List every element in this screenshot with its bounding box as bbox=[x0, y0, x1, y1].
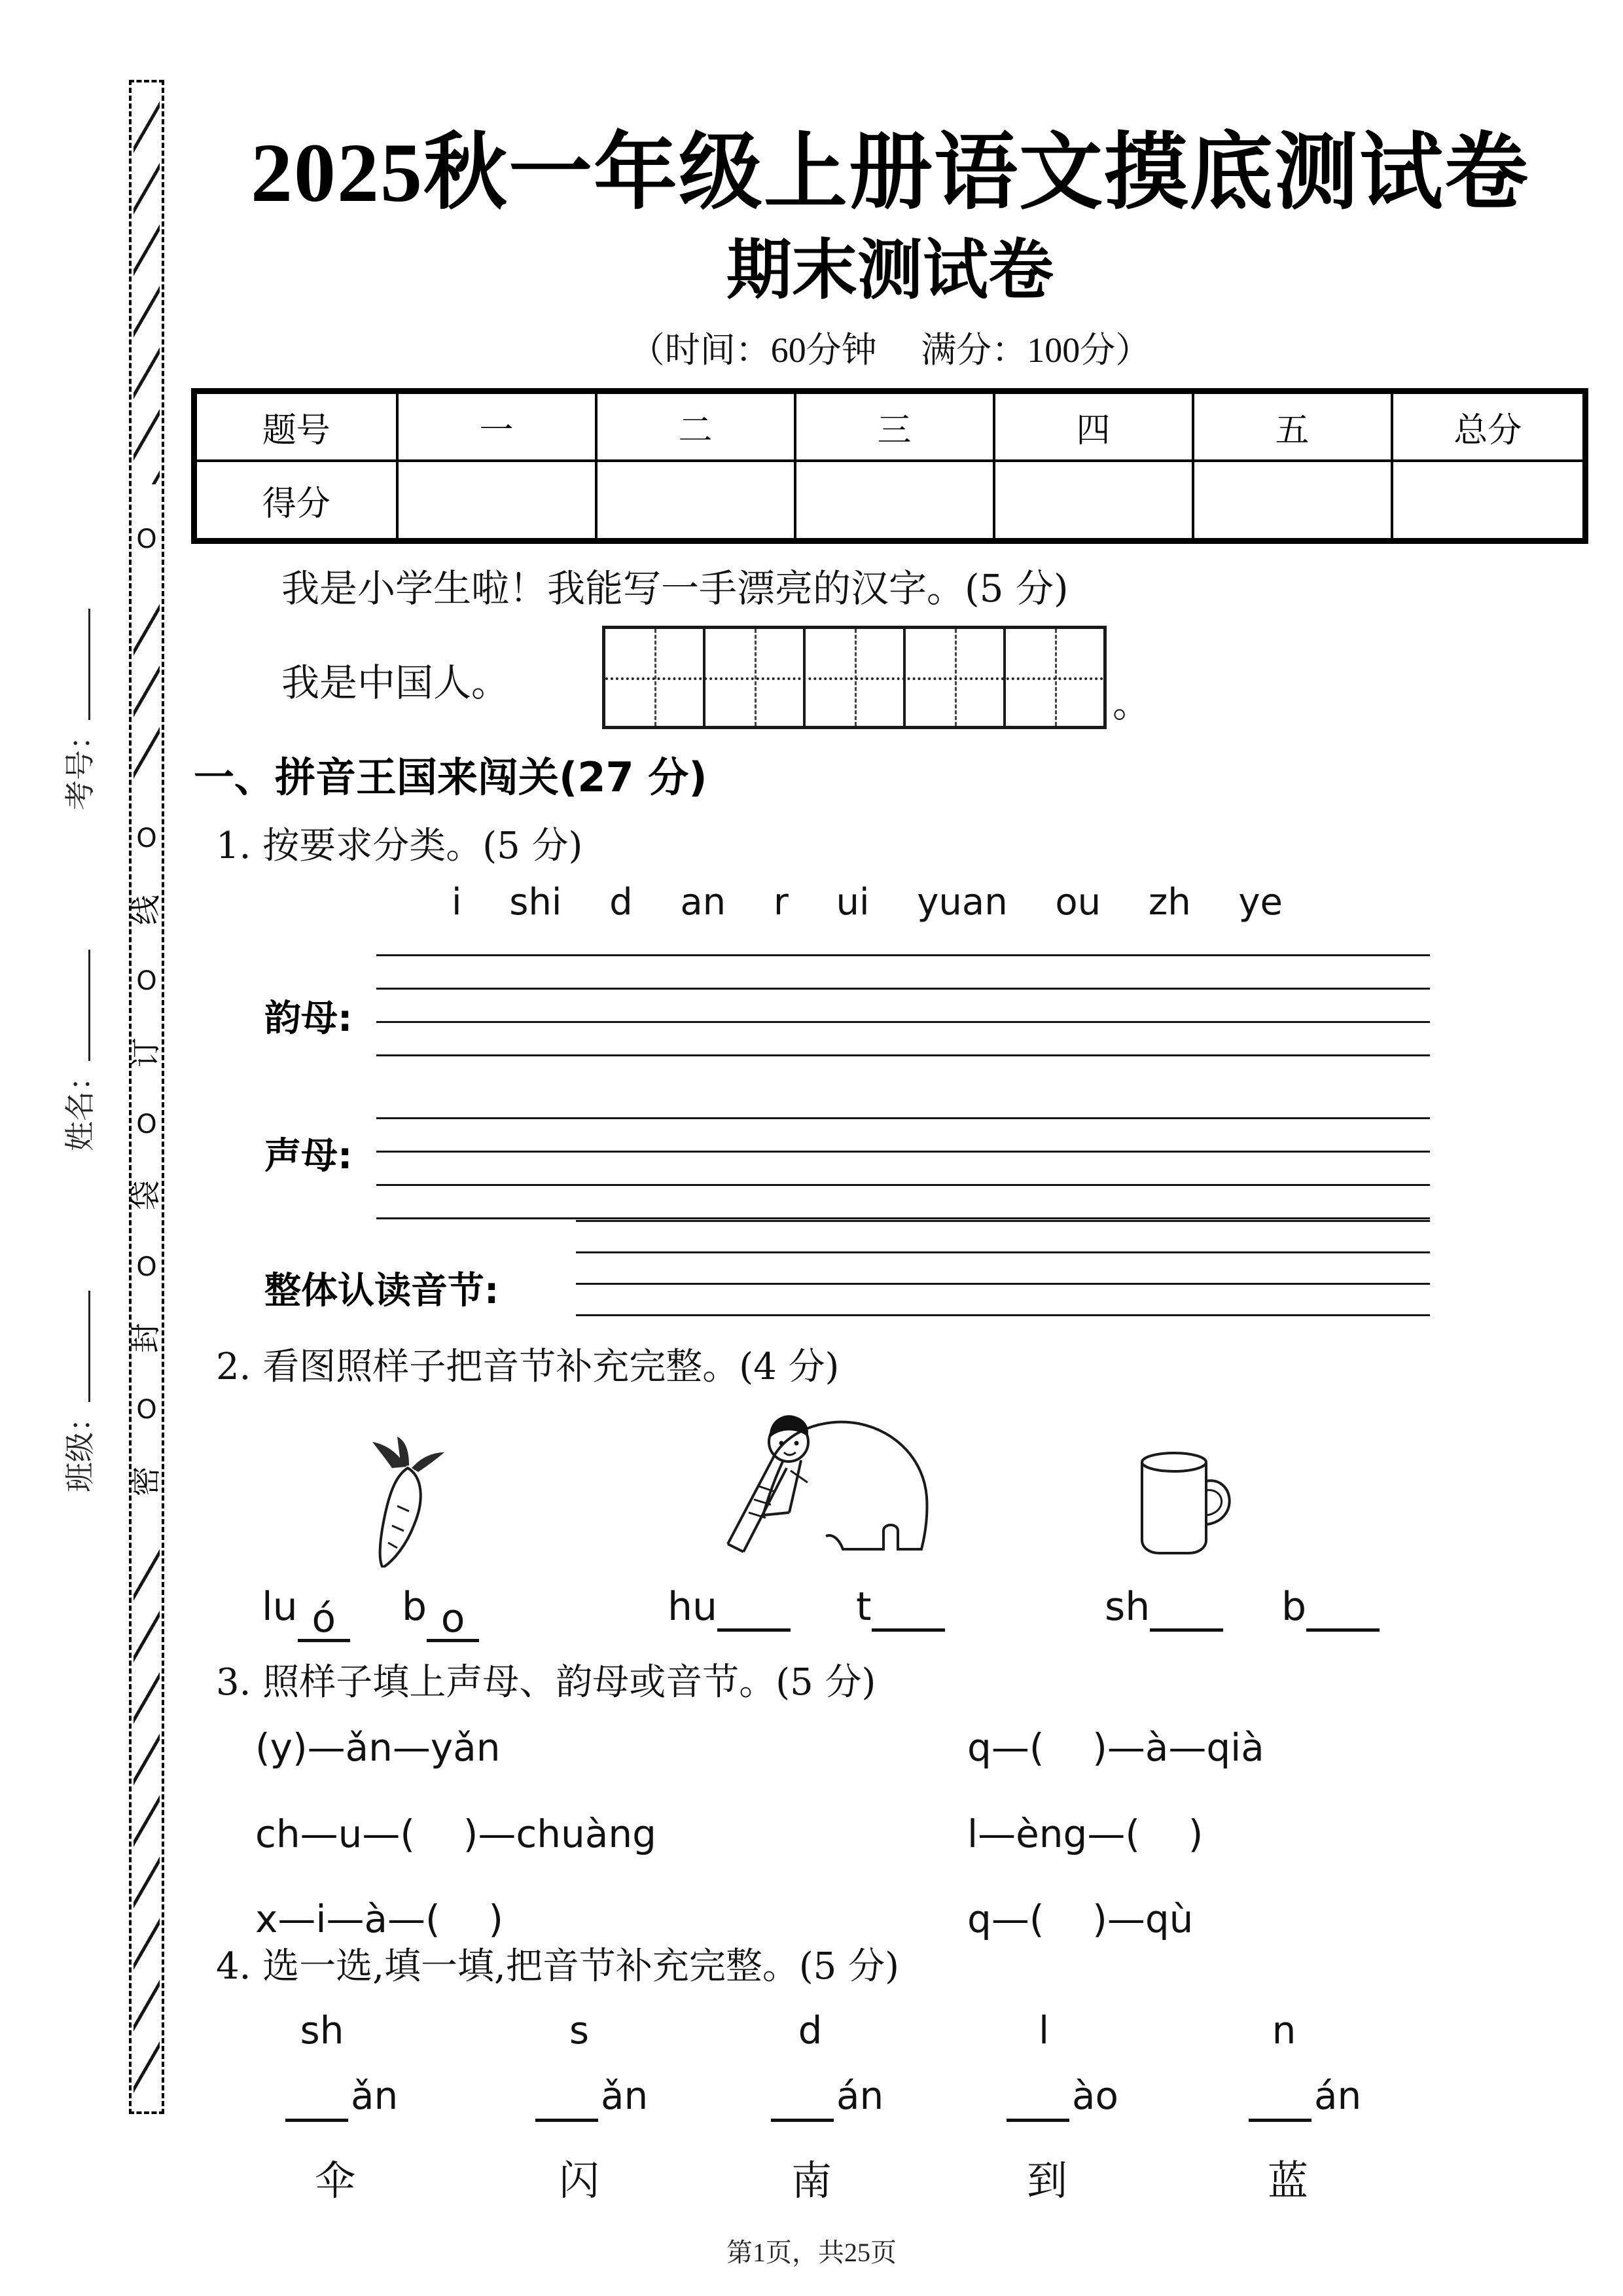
writing-line bbox=[376, 954, 1430, 956]
hatch-marks bbox=[134, 1539, 160, 2102]
letter-item: ui bbox=[836, 881, 870, 924]
syllable-item bbox=[402, 1584, 479, 1642]
seal-char-bag: 袋 bbox=[129, 1180, 163, 1211]
option-item: d bbox=[798, 2008, 823, 2053]
section-1-heading: 一、拼音王国来闯关(27 分) bbox=[194, 753, 707, 801]
class-field-label: 班级： bbox=[63, 1402, 97, 1492]
intro-sentence: 我是中国人。 bbox=[281, 660, 510, 705]
answer-blank bbox=[1249, 2079, 1311, 2122]
header-cell-2: 二 bbox=[596, 391, 795, 461]
letter-item: ye bbox=[1238, 881, 1283, 924]
syllable-fill: o bbox=[427, 1596, 479, 1642]
writing-line bbox=[376, 1151, 1430, 1153]
answer-blank bbox=[535, 2079, 598, 2122]
seal-char-staple: 订 bbox=[129, 1037, 163, 1068]
grid-cell bbox=[1006, 629, 1103, 726]
answer-blank bbox=[1007, 2079, 1069, 2122]
syllable-given: b bbox=[1281, 1584, 1307, 1630]
score-label-cell: 得分 bbox=[194, 461, 397, 541]
cup-illustration bbox=[1122, 1443, 1253, 1560]
seal-char-secret: 密 bbox=[129, 1465, 163, 1496]
score-table-score-row bbox=[194, 461, 1586, 541]
q3-item: ch—u—( )—chuàng bbox=[255, 1812, 656, 1856]
letter-item: ou bbox=[1055, 881, 1101, 924]
sentence-period: 。 bbox=[1113, 681, 1151, 726]
grid-cell bbox=[605, 629, 705, 726]
letter-item: yuan bbox=[917, 881, 1008, 924]
score-table-header-row bbox=[194, 391, 1586, 461]
examno-field-blank bbox=[58, 609, 90, 720]
syllable-fill bbox=[872, 1585, 945, 1632]
seal-circle: O bbox=[136, 1109, 157, 1139]
option-item: s bbox=[569, 2008, 590, 2053]
writing-line bbox=[376, 1021, 1430, 1023]
option-item: sh bbox=[300, 2008, 344, 2053]
letter-item: shi bbox=[509, 881, 562, 924]
syllable-item bbox=[856, 1584, 945, 1632]
page-title: 2025秋一年级上册语文摸底测试卷 bbox=[250, 126, 1529, 219]
final-item bbox=[285, 2073, 398, 2122]
final-item bbox=[535, 2073, 648, 2122]
final-text: án bbox=[1314, 2073, 1362, 2118]
final-text: ǎn bbox=[351, 2073, 399, 2118]
syllable-item bbox=[1105, 1584, 1223, 1632]
student-info-fields bbox=[60, 609, 99, 1492]
writing-line bbox=[576, 1314, 1430, 1316]
q3-item: q—( )—à—qià bbox=[967, 1725, 1264, 1770]
writing-line bbox=[376, 1054, 1430, 1056]
header-cell-3: 三 bbox=[795, 391, 994, 461]
pinyin-letters-row bbox=[452, 881, 1283, 924]
examno-field bbox=[56, 609, 99, 810]
grid-cell bbox=[906, 629, 1006, 726]
option-item: l bbox=[1038, 2008, 1050, 2053]
writing-line bbox=[376, 1217, 1430, 1219]
syllable-fill bbox=[1306, 1585, 1380, 1632]
seal-circle: O bbox=[136, 823, 157, 854]
hatch-marks bbox=[134, 594, 160, 784]
name-field-blank bbox=[58, 950, 90, 1061]
letter-item: an bbox=[680, 881, 726, 924]
intro-prompt: 我是小学生啦！我能写一手漂亮的汉字。(5 分) bbox=[281, 566, 1069, 611]
score-cell bbox=[994, 461, 1193, 541]
writing-line bbox=[576, 1283, 1430, 1285]
whole-syllables-group-label: 整体认读音节: bbox=[264, 1270, 499, 1312]
syllable-fill: ó bbox=[298, 1596, 350, 1642]
writing-grid bbox=[602, 626, 1107, 729]
syllable-item bbox=[1281, 1584, 1380, 1632]
header-cell-5: 五 bbox=[1193, 391, 1392, 461]
answer-blank bbox=[285, 2079, 348, 2122]
grid-cell bbox=[806, 629, 906, 726]
score-cell bbox=[397, 461, 596, 541]
q3-item: q—( )—qù bbox=[967, 1897, 1194, 1941]
slide-illustration bbox=[668, 1397, 949, 1558]
seal-circle: O bbox=[136, 1251, 157, 1282]
class-field-blank bbox=[58, 1291, 90, 1402]
seal-line-box bbox=[129, 80, 164, 2114]
initials-group-label: 声母: bbox=[264, 1135, 353, 1177]
q3-label: 3. 照样子填上声母、韵母或音节。(5 分) bbox=[216, 1661, 876, 1704]
name-field-label: 姓名： bbox=[63, 1061, 97, 1151]
grid-cell bbox=[705, 629, 806, 726]
seal-circle: O bbox=[136, 524, 157, 554]
page-subtitle: 期末测试卷 bbox=[726, 234, 1054, 307]
final-text: án bbox=[836, 2073, 884, 2118]
writing-line bbox=[376, 1117, 1430, 1119]
q1-label: 1. 按要求分类。(5 分) bbox=[216, 825, 583, 867]
q3-item: l—èng—( ) bbox=[967, 1812, 1204, 1856]
header-cell-question-no: 题号 bbox=[194, 391, 397, 461]
answer-blank bbox=[771, 2079, 834, 2122]
final-item bbox=[771, 2073, 883, 2122]
character-item: 闪 bbox=[558, 2157, 600, 2204]
final-item bbox=[1007, 2073, 1118, 2122]
finals-group-label: 韵母: bbox=[264, 997, 353, 1040]
score-cell bbox=[1392, 461, 1586, 541]
syllable-given: sh bbox=[1105, 1584, 1150, 1630]
header-cell-total: 总分 bbox=[1392, 391, 1586, 461]
writing-line bbox=[576, 1251, 1430, 1253]
syllable-fill bbox=[717, 1585, 791, 1632]
seal-char-seal: 封 bbox=[129, 1323, 163, 1354]
syllable-given: b bbox=[402, 1584, 427, 1630]
q3-item: (y)—ǎn—yǎn bbox=[255, 1725, 501, 1770]
syllable-item bbox=[668, 1584, 791, 1632]
syllable-item bbox=[262, 1584, 350, 1642]
character-item: 伞 bbox=[314, 2157, 356, 2204]
class-field bbox=[56, 1291, 99, 1492]
seal-circle: O bbox=[136, 1394, 157, 1425]
score-cell bbox=[1193, 461, 1392, 541]
seal-circle: O bbox=[136, 966, 157, 997]
seal-char-line: 线 bbox=[129, 895, 163, 925]
syllable-fill bbox=[1150, 1585, 1223, 1632]
letter-item: zh bbox=[1148, 881, 1191, 924]
syllable-given: hu bbox=[668, 1584, 718, 1630]
q2-label: 2. 看图照样子把音节补充完整。(4 分) bbox=[216, 1346, 840, 1388]
writing-line bbox=[376, 1184, 1430, 1186]
final-item bbox=[1249, 2073, 1361, 2122]
writing-line bbox=[376, 988, 1430, 990]
syllable-given: lu bbox=[262, 1584, 298, 1630]
name-field bbox=[56, 950, 99, 1151]
writing-line bbox=[576, 1220, 1430, 1222]
q3-item: x—i—à—( ) bbox=[255, 1897, 503, 1941]
score-cell bbox=[795, 461, 994, 541]
letter-item: d bbox=[609, 881, 633, 924]
final-text: ǎn bbox=[601, 2073, 649, 2118]
final-text: ào bbox=[1072, 2073, 1119, 2118]
letter-item: r bbox=[773, 881, 789, 924]
character-item: 蓝 bbox=[1267, 2157, 1309, 2204]
examno-field-label: 考号： bbox=[63, 720, 97, 810]
carrot-illustration bbox=[344, 1437, 448, 1568]
letter-item: i bbox=[452, 881, 462, 924]
exam-meta: （时间：60分钟 满分：100分） bbox=[629, 331, 1151, 370]
character-item: 南 bbox=[791, 2157, 832, 2204]
header-cell-1: 一 bbox=[397, 391, 596, 461]
header-cell-4: 四 bbox=[994, 391, 1193, 461]
syllable-given: t bbox=[856, 1584, 872, 1630]
q4-label: 4. 选一选,填一填,把音节补充完整。(5 分) bbox=[216, 1945, 899, 1988]
page-footer: 第1页，共25页 bbox=[726, 2238, 897, 2267]
option-item: n bbox=[1272, 2008, 1296, 2053]
score-table bbox=[191, 388, 1588, 544]
hatch-marks bbox=[134, 92, 160, 484]
character-item: 到 bbox=[1026, 2157, 1068, 2204]
score-cell bbox=[596, 461, 795, 541]
